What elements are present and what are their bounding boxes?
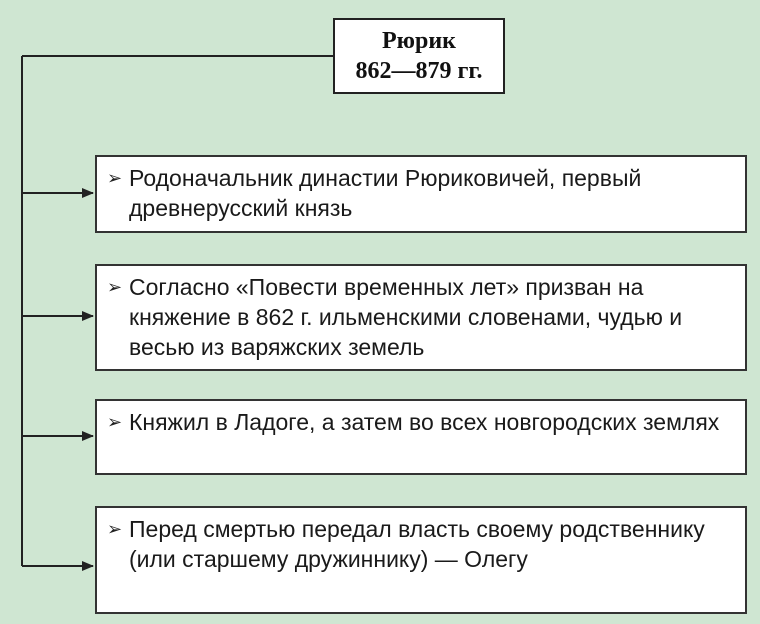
bullet-arrow-icon: ➢ (107, 168, 123, 188)
ruler-name: Рюрик (381, 28, 456, 54)
fact-text-1: Родоначальник династии Рюриковичей, первый древнерусский князь (129, 165, 642, 221)
bullet-arrow-icon: ➢ (107, 412, 123, 432)
fact-box-4 (95, 506, 747, 614)
fact-text-4: Перед смертью передал власть своему родственнику (или старшему дружиннику) — Олегу (129, 516, 705, 572)
fact-box-2 (95, 264, 747, 371)
fact-text-3: Княжил в Ладоге, а затем во всех новгородских землях (129, 409, 720, 435)
reign-years: 862—879 гг. (355, 58, 483, 84)
bullet-arrow-icon: ➢ (107, 277, 123, 297)
bullet-arrow-icon: ➢ (107, 519, 123, 539)
fact-box-3 (95, 399, 747, 475)
fact-box-1 (95, 155, 747, 233)
title-box (333, 18, 505, 94)
fact-text-2: Согласно «Повести временных лет» призван на княжение в 862 г. ильменскими словенами, чудью и весью из варяжских земель (129, 274, 683, 360)
